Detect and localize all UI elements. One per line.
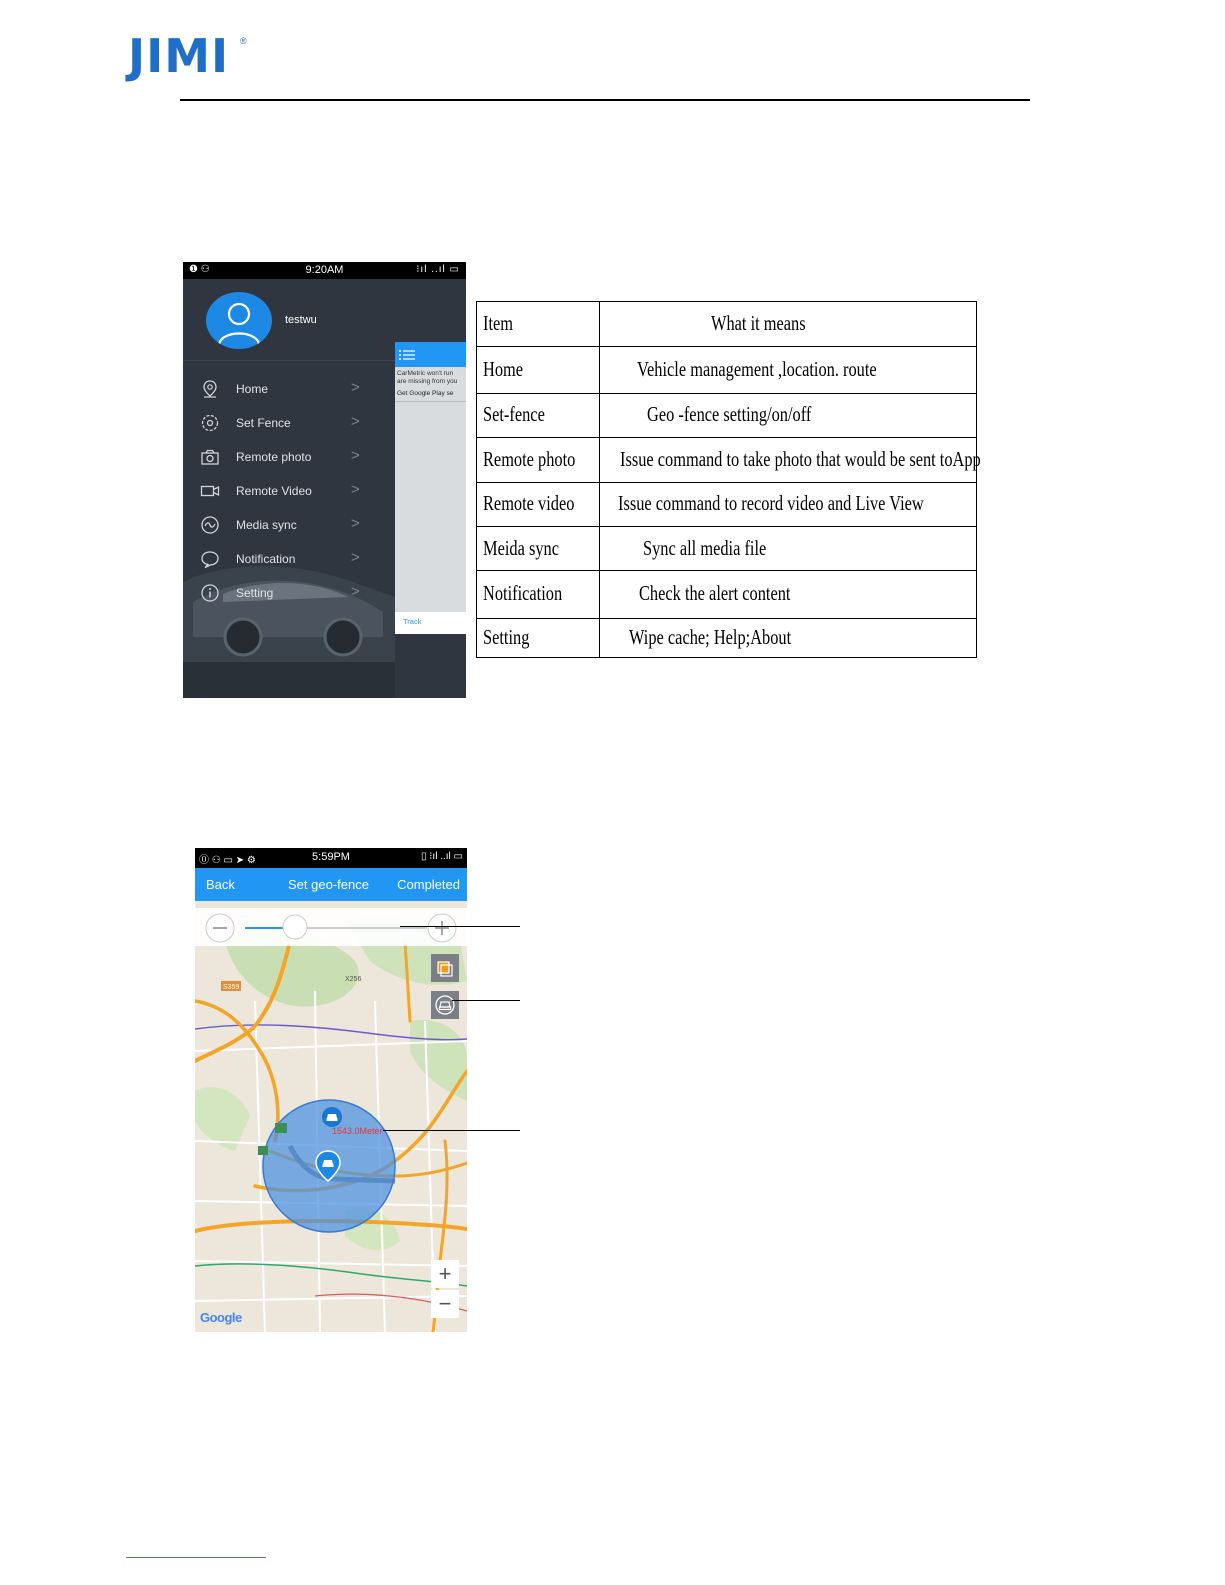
menu-item-label: Remote Video (236, 484, 312, 498)
radius-slider[interactable] (195, 908, 467, 946)
panel-message-line1: CarMetric won't run (397, 370, 454, 377)
get-google-play-button[interactable]: Get Google Play se (397, 390, 454, 397)
panel-header (395, 342, 466, 367)
logo-text: JIMI (128, 29, 230, 83)
camera-icon (200, 447, 220, 467)
table-row (477, 571, 976, 619)
table-row (477, 527, 976, 571)
header-meaning: What it means (711, 311, 806, 335)
status-time: 9:20AM (305, 264, 344, 276)
back-button[interactable]: Back (206, 877, 235, 892)
header-divider (180, 99, 1030, 101)
page-title: Set geo-fence (288, 877, 369, 892)
registered-mark-icon: ® (240, 36, 247, 46)
table-row (477, 347, 976, 394)
chevron-right-icon: > (351, 413, 360, 430)
menu-item-remote-photo[interactable] (183, 440, 395, 474)
zoom-out-button[interactable]: − (431, 1290, 459, 1318)
chevron-right-icon: > (351, 481, 360, 498)
menu-item-label: Notification (236, 552, 296, 566)
avatar[interactable] (206, 292, 272, 349)
background-app-panel (395, 342, 466, 634)
map-layer-button[interactable] (431, 954, 459, 982)
info-icon (200, 583, 220, 603)
status-bar (195, 848, 467, 868)
jimi-logo (128, 30, 253, 82)
status-right-icons: ▯ ⁝ıl ..ıl ▭ (420, 851, 463, 862)
panel-message (397, 370, 466, 386)
username: testwu (285, 314, 317, 326)
menu-item-setting[interactable] (183, 576, 395, 610)
callout-line-radius (383, 1130, 520, 1131)
car-icon (431, 991, 459, 1019)
layers-icon (431, 954, 459, 982)
panel-divider (395, 401, 466, 402)
status-time: 5:59PM (312, 851, 350, 863)
header-item: Item (483, 311, 514, 335)
panel-message-line2: are missing from you (397, 378, 458, 385)
vehicle-locate-button[interactable] (431, 991, 459, 1019)
fence-settings-icon (200, 413, 220, 433)
zoom-in-button[interactable]: + (431, 1260, 459, 1288)
row-meaning: Issue command to take photo that would be sent toApp (620, 447, 981, 471)
radius-label: 1543.0Meter (332, 1126, 383, 1136)
status-bar (183, 262, 466, 279)
menu-item-label: Media sync (236, 518, 297, 532)
menu-item-label: Setting (236, 586, 274, 600)
chevron-right-icon: > (351, 583, 360, 600)
sync-icon (200, 515, 220, 535)
row-meaning: Issue command to record video and Live View (618, 491, 924, 515)
car-icon (322, 1107, 342, 1127)
menu-divider (183, 360, 395, 361)
menu-item-media-sync[interactable] (183, 508, 395, 542)
location-pin-icon (200, 379, 220, 399)
table-row (477, 483, 976, 527)
row-meaning: Vehicle management ,location. route (637, 357, 877, 381)
feature-table (476, 301, 981, 658)
row-item: Set-fence (483, 402, 545, 426)
geofence-screenshot (195, 848, 467, 1332)
row-meaning: Geo -fence setting/on/off (647, 402, 812, 426)
menu-item-notification[interactable] (183, 542, 395, 576)
chevron-right-icon: > (351, 515, 360, 532)
row-item: Meida sync (483, 536, 559, 560)
status-left-icons: ❶ ⚇ (189, 264, 210, 275)
menu-item-label: Remote photo (236, 450, 312, 464)
row-item: Setting (483, 625, 530, 649)
row-item: Home (483, 357, 524, 381)
chevron-right-icon: > (351, 447, 360, 464)
menu-item-remote-video[interactable] (183, 474, 395, 508)
video-camera-icon (200, 481, 220, 501)
table-row (477, 438, 981, 483)
table-header-row (477, 302, 976, 347)
row-meaning: Wipe cache; Help;About (629, 625, 792, 649)
vehicle-marker[interactable] (322, 1107, 342, 1127)
menu-item-home[interactable] (183, 372, 395, 406)
list-icon[interactable] (395, 342, 419, 367)
callout-line-slider (400, 926, 520, 927)
menu-screenshot (183, 262, 466, 698)
chat-bubble-icon (200, 549, 220, 569)
status-left-icons: ⓪ ⚇ ▭ ➤ ⚙ (199, 855, 256, 866)
car-pin-icon (315, 1150, 341, 1182)
status-right-icons: ⁝ıl ..ıl ▭ (416, 264, 460, 275)
row-meaning: Check the alert content (639, 581, 791, 605)
chevron-right-icon: > (351, 379, 360, 396)
table-row (477, 394, 976, 438)
svg-text:S359: S359 (223, 984, 240, 991)
menu-item-label: Set Fence (236, 416, 291, 430)
google-attribution: Google (200, 1310, 242, 1325)
chevron-right-icon: > (351, 549, 360, 566)
user-icon (206, 292, 272, 349)
menu-item-set-fence[interactable] (183, 406, 395, 440)
completed-button[interactable]: Completed (397, 877, 460, 892)
menu-item-label: Home (236, 382, 269, 396)
callout-line-locate (452, 1000, 520, 1001)
row-item: Remote video (483, 491, 575, 515)
nav-bar (195, 868, 467, 901)
row-item: Notification (483, 581, 563, 605)
row-meaning: Sync all media file (643, 536, 767, 560)
tab-track[interactable]: Track (403, 617, 422, 626)
slider-thumb (283, 915, 307, 939)
footer-link-underline (126, 1557, 266, 1558)
center-pin-marker[interactable] (315, 1150, 341, 1182)
table-row (477, 619, 976, 659)
svg-text:X256: X256 (345, 976, 362, 983)
row-item: Remote photo (483, 447, 576, 471)
side-menu (183, 372, 395, 610)
radius-slider-bar (195, 908, 467, 946)
